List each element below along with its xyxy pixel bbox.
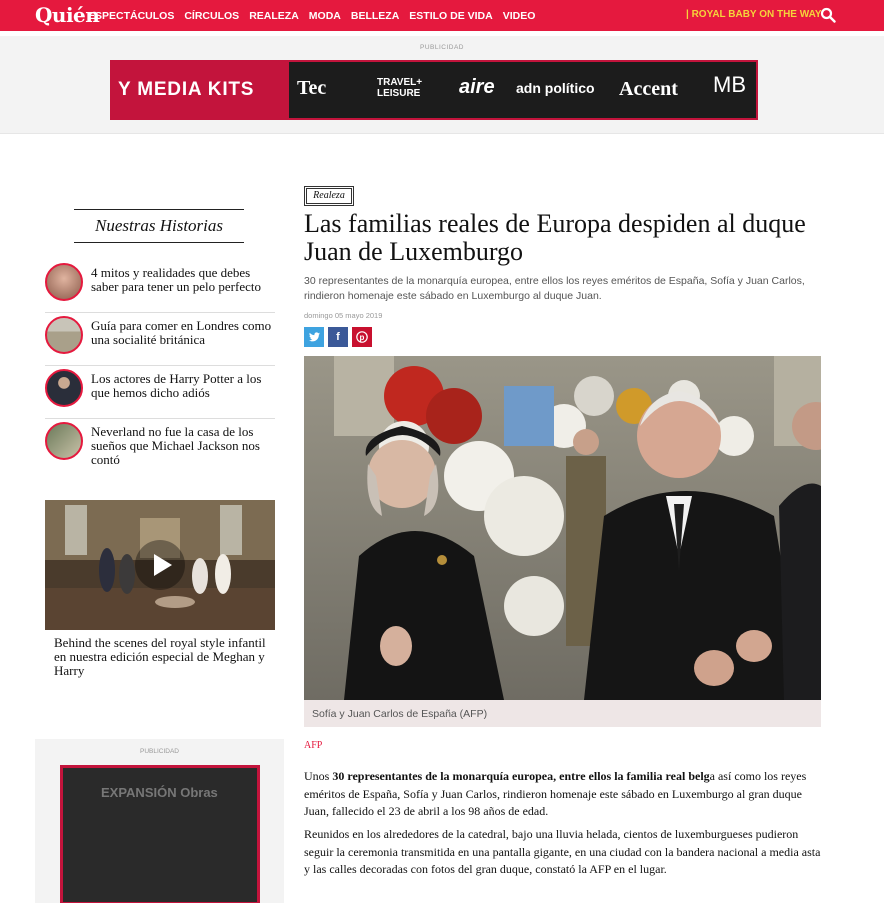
top-ad-band <box>0 36 884 134</box>
photo-scene <box>304 356 821 700</box>
brand-logo-accent: Accent <box>619 78 678 100</box>
story-title: Neverland no fue la casa de los sueños que Michael Jackson nos contó <box>91 424 260 467</box>
twitter-icon <box>309 332 320 342</box>
nav-item-circulos[interactable]: CÍRCULOS <box>184 9 240 22</box>
paragraph-bold: 30 representantes de la monarquía europea, entre ellos la familia real belg <box>332 769 710 783</box>
nav-item-video[interactable]: VIDEO <box>502 9 536 22</box>
article-credit: AFP <box>304 740 323 751</box>
story-title: Guía para comer en Londres como una socialité británica <box>91 318 272 347</box>
twitter-share-button[interactable] <box>304 327 324 347</box>
sidebar-ad-text: EXPANSIÓN Obras <box>101 785 218 800</box>
brand-logo-tec: Tec <box>297 77 327 99</box>
sidebar-ad <box>35 739 284 903</box>
article-date: domingo 05 mayo 2019 <box>304 311 383 320</box>
article-dek: 30 representantes de la monarquía europea, entre ellos los reyes eméritos de España, Sofía y Juan Carlos, rindieron homenaje este sábado en Luxemburgo al duque Juan. <box>304 275 805 302</box>
nav-item-espectaculos[interactable]: ESPECTÁCULOS <box>88 9 175 22</box>
category-tag[interactable] <box>304 186 354 206</box>
story-title: Los actores de Harry Potter a los que hemos dicho adiós <box>91 371 262 400</box>
article-paragraph <box>304 768 824 821</box>
story-item[interactable] <box>45 367 275 419</box>
site-logo[interactable]: Quién <box>35 3 100 27</box>
ad-label: PUBLICIDAD <box>419 44 464 51</box>
brand-logo-adn-politico: adn político <box>516 80 595 96</box>
story-item[interactable] <box>45 420 275 472</box>
media-kits-banner[interactable] <box>110 60 758 120</box>
top-nav <box>0 0 884 31</box>
ad-label: PUBLICIDAD <box>139 748 179 755</box>
nav-item-belleza[interactable]: BELLEZA <box>350 9 400 22</box>
category-tag-label: Realeza <box>306 188 352 204</box>
story-thumbnail <box>45 316 83 354</box>
sidebar-title: Nuestras Historias <box>74 209 244 243</box>
nav-item-realeza[interactable]: REALEZA <box>249 9 299 22</box>
paragraph-rest: a así como los reyes eméritos de España, Sofía y Juan Carlos, rindieron homenaje este sábado en Luxemburgo al gran duque Juan, fallecido el 23 de abril a los 98 años de edad. <box>304 769 807 818</box>
story-thumbnail <box>45 369 83 407</box>
facebook-icon: f <box>336 331 340 343</box>
video-thumbnail[interactable] <box>45 500 275 630</box>
sidebar-ad-banner[interactable] <box>60 765 260 903</box>
story-item[interactable] <box>45 314 275 366</box>
search-icon[interactable] <box>820 7 836 23</box>
paragraph-lead: Unos <box>304 769 333 783</box>
facebook-share-button[interactable] <box>328 327 348 347</box>
article-photo[interactable] <box>304 356 821 700</box>
article-paragraph: Reunidos en los alrededores de la catedral, bajo una lluvia helada, cientos de luxemburgueses pudieron seguir la ceremonia transmitida en una pantalla gigante, en una ciudad con la bandera nacional a media asta y las calles decoradas con fotos del gran duque, constató la AFP en el lugar. <box>304 827 821 876</box>
story-thumbnail <box>45 263 83 301</box>
svg-text:p: p <box>359 333 365 342</box>
story-title: 4 mitos y realidades que debes saber para tener un pelo perfecto <box>91 265 261 294</box>
article-headline: Las familias reales de Europa despiden al duque Juan de Luxemburgo <box>304 209 806 266</box>
banner-text: Y MEDIA KITS <box>118 79 255 100</box>
story-thumbnail <box>45 422 83 460</box>
nav-promo-link[interactable]: | ROYAL BABY ON THE WAY <box>686 9 822 20</box>
brand-logo-aire: aire <box>459 76 495 98</box>
nav-menu <box>88 0 545 31</box>
brand-logo-mb: MB <box>713 72 746 97</box>
brand-logo-travel-leisure: TRAVEL+ LEISURE <box>377 77 423 99</box>
video-caption[interactable]: Behind the scenes del royal style infantil en nuestra edición especial de Meghan y Harry <box>54 635 266 678</box>
pinterest-icon <box>356 331 368 343</box>
photo-caption: Sofía y Juan Carlos de España (AFP) <box>304 700 821 727</box>
nav-item-moda[interactable]: MODA <box>308 9 341 22</box>
pinterest-share-button[interactable] <box>352 327 372 347</box>
story-item[interactable] <box>45 261 275 313</box>
nav-item-estilo-de-vida[interactable]: ESTILO DE VIDA <box>409 9 493 22</box>
banner-brands <box>289 62 756 118</box>
play-icon[interactable] <box>134 539 186 591</box>
